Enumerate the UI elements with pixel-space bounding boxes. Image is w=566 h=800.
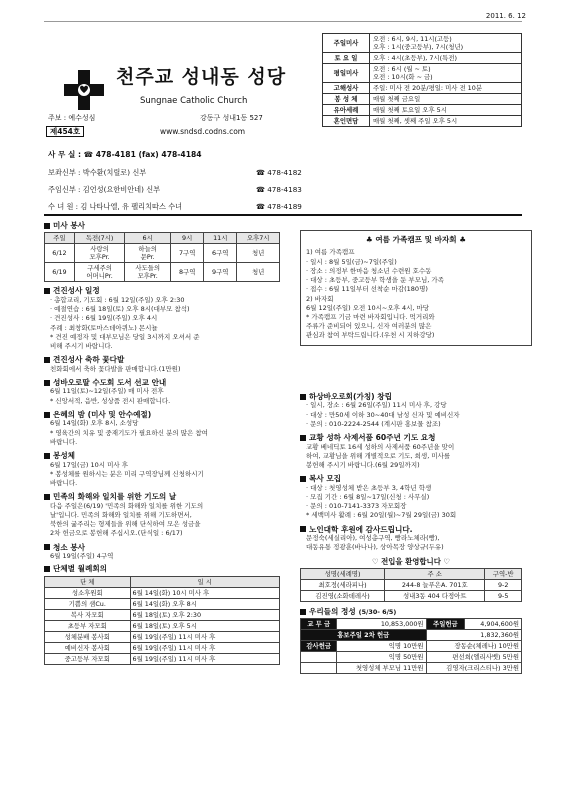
offering-cell: 1,832,360원 — [426, 630, 521, 641]
convent: 수 녀 원 : 김 나타나엘, 유 펠리치따스 수녀 — [48, 202, 183, 211]
mass-schedule-label: 혼인면담 — [323, 116, 370, 127]
section-title: 교황 성하 사제서품 60주년 기도 요청 — [309, 433, 436, 443]
section-heading — [44, 492, 280, 501]
council-cell: 6월 19일(주일) 11시 미사 후 — [130, 653, 279, 664]
mass-schedule-value: 매월 첫째, 셋째 주일 오후 5시 — [370, 116, 522, 127]
mass-service-cell: 사랑의 모후Pr. — [74, 244, 124, 263]
council-cell: 중고등부 자모회 — [45, 653, 131, 664]
mass-service-header: 11시 — [204, 233, 237, 244]
section-heading — [44, 543, 280, 552]
thanks-label-blank — [301, 652, 337, 663]
section-heading — [44, 451, 280, 460]
council-table — [44, 576, 280, 665]
mass-schedule-label: 평일미사 — [323, 64, 370, 83]
council-cell: 6월 19일(주일) 11시 미사 후 — [130, 642, 279, 653]
section-heading — [300, 433, 522, 442]
mass-schedule-value: 오후 : 4시(초등부), 7시(특전) — [370, 53, 522, 64]
section-body: 6월 14일(화) 오후 8시, 소성당 * 영육간의 치유 및 중재기도가 필요하신 분의 많은 참여 바랍니다. — [50, 419, 208, 446]
council-row — [45, 631, 280, 642]
church-english-name: Sungnae Catholic Church — [140, 96, 248, 106]
section-body: · 일시, 장소 : 6월 26일(주일) 11시 미사 후, 강당 · 대상 : 만50세 이하 30~40대 남성 신자 및 예비신자 · 문의 : 010-2224-2544 (계시판 홍보물 참조) — [306, 401, 460, 428]
mass-schedule-row — [323, 105, 522, 116]
section-title: 하상바오로회(가칭) 창립 — [309, 392, 392, 401]
heading-bullet-icon — [44, 357, 50, 363]
mass-service-row — [45, 244, 280, 263]
welcome-cell: 김진영(소화데레사) — [301, 590, 385, 601]
issue-date: 2011. 6. 12 — [485, 12, 526, 20]
office-contact: 사 무 실 : ☎ 478-4181 (fax) 478-4184 — [48, 150, 202, 159]
council-cell: 성소후원회 — [45, 587, 131, 598]
mass-service-cell: 청년 — [237, 263, 280, 282]
thanks-cell: 익명 50만원 — [337, 652, 426, 663]
mass-service-row — [45, 263, 280, 282]
right-sections — [300, 392, 522, 553]
camp-box — [300, 230, 532, 346]
mass-schedule-label: 유아세례 — [323, 105, 370, 116]
mass-schedule-label: 토 요 일 — [323, 53, 370, 64]
section-body: 친화회에서 축하 꽃다발을 판매합니다.(1만원) — [50, 364, 181, 373]
offering-cell: 홍보주일 2차 헌금 — [301, 630, 427, 641]
mass-schedule-label: 주일미사 — [323, 34, 370, 53]
issue-number: 제454호 — [46, 126, 84, 137]
mass-schedule-row — [323, 83, 522, 94]
offering-row — [301, 619, 522, 630]
mass-service-cell: 6/12 — [45, 244, 75, 263]
offering-table — [300, 618, 522, 674]
thanks-label: 감사헌금 — [301, 641, 337, 652]
section-title: 은혜의 밤 (미사 및 안수예절) — [53, 409, 152, 419]
top-rule — [44, 21, 522, 22]
church-address: 강동구 성내1동 527 — [200, 114, 263, 122]
mass-service-cell: 구세주의 어머니Pr. — [74, 263, 124, 282]
mass-schedule-value: 오전 : 6시, 9시, 11시(고등) 오후 : 1시(중고등부), 7시(청년) — [370, 34, 522, 53]
convent-phone: ☎ 478-4189 — [256, 202, 302, 211]
mass-schedule-value: 오전 : 6시 (월 ~ 토) 오전 : 10시(화 ~ 금) — [370, 64, 522, 83]
thanks-cell: 익명 10만원 — [337, 641, 426, 652]
mass-service-table — [44, 232, 280, 282]
mass-service-cell: 7구역 — [171, 244, 204, 263]
council-row — [45, 609, 280, 620]
left-column — [44, 221, 280, 665]
section-body: 6월 17일(금) 10시 미사 후 * 봉성체를 원하시는 분은 미리 구역장님께 신청하시기 바랍니다. — [50, 460, 204, 487]
heading-bullet-icon — [300, 476, 306, 482]
mass-schedule-table — [322, 33, 522, 127]
website-link[interactable]: www.sndsd.codns.com — [160, 127, 246, 136]
mass-schedule-row — [323, 34, 522, 53]
welcome-cell: 최호정(세라피나) — [301, 579, 385, 590]
council-row — [45, 598, 280, 609]
camp-body: 1) 여름 가족캠프 · 일시 : 8월 5일(금)~7일(주일) · 장소 : 의정부 한마음 청소년 수련원 호수동 · 대상 : 초등부, 중고등부 학생을 둔 부모님, 가족 · 접수 : 6월 11일부터 선착순 마감(180명) 2) 바자회 6월 12일(주일) 오전 10시~오후 4시, 마당 * 가족캠프 기금 마련 바자회입니다. 먹거리와 주류가 준비되어 있으니, 신자 여러분의 많은 관심과 참여 부탁드립니다.(우천 시 지하강당) — [306, 248, 444, 340]
section-title: 견진성사 축하 꽃다발 — [53, 355, 125, 365]
welcome-cell: 244-8 늘푸은A. 701호 — [385, 579, 485, 590]
heading-bullet-icon — [300, 435, 306, 441]
welcome-header: 성명(세례명) — [301, 568, 385, 579]
welcome-row — [301, 579, 522, 590]
mass-schedule-value: 매월 첫째 토요일 오후 5시 — [370, 105, 522, 116]
offering-cell: 10,853,000원 — [337, 619, 426, 630]
heading-bullet-icon — [300, 609, 306, 615]
chief-pastor: 주임신부 : 김언성(요한비안네) 신부 — [48, 185, 161, 194]
council-cell: 6월 14일(화) 10시 미사 후 — [130, 587, 279, 598]
mass-schedule-value: 주일: 미사 전 20분/평일: 미사 전 10분 — [370, 83, 522, 94]
offering-heading: 우리들의 정성 (5/30- 6/5) — [300, 607, 522, 616]
thanks-cell: 장동순(체레나) 10만원 — [426, 641, 521, 652]
council-row — [45, 620, 280, 631]
section-body: 6월 11일(토)~12일(주일) 매 미사 전후 * 신앙서적, 음반, 성상품 전시 판매합니다. — [50, 387, 171, 405]
assistant-pastor: 보좌신부 : 박수환(치릴로) 신부 — [48, 168, 147, 177]
council-cell: 6월 14일(화) 오후 8시 — [130, 598, 279, 609]
mass-service-cell: 청년 — [237, 244, 280, 263]
mass-schedule-value: 매월 첫째 금요일 — [370, 94, 522, 105]
council-row — [45, 642, 280, 653]
mass-service-header: 6시 — [125, 233, 171, 244]
thanks-row — [301, 641, 522, 652]
section-title: 민족의 화해와 일치를 위한 기도의 날 — [53, 492, 177, 502]
council-cell: 복사 자모회 — [45, 609, 131, 620]
welcome-cell: 9-5 — [485, 590, 522, 601]
section-body: 다음 주일은(6/19) '민족의 화해와 일치를 위한 기도의 날'입니다. 민족의 화해와 일치를 위해 기도하면서, 북한의 굶주리는 형제들을 위해 단식하여 모은 성금을 2차 헌금으로 봉헌해 주십시오.(단식일 : 6/17) — [50, 501, 204, 538]
heading-bullet-icon — [44, 453, 50, 459]
council-cell: 성체분배 봉사회 — [45, 631, 131, 642]
mass-service-header: 주일 — [45, 233, 75, 244]
section-body: 교황 베네딕토 16세 성하의 사제서품 60주년을 맞이 하여, 교황님을 위해 개별적으로 기도, 희생, 미사를 봉헌해 주시기 바랍니다.(6월 29일까지) — [306, 442, 455, 470]
council-header: 일 시 — [130, 576, 279, 587]
mass-schedule-label: 고해성사 — [323, 83, 370, 94]
heading-bullet-icon — [44, 223, 50, 229]
council-row — [45, 653, 280, 664]
thanks-row — [301, 663, 522, 674]
mass-service-header: 오후7시 — [237, 233, 280, 244]
thanks-cell: 편선희(엘리사벳) 5만원 — [426, 652, 521, 663]
mass-schedule-row — [323, 94, 522, 105]
mass-schedule-row — [323, 116, 522, 127]
welcome-cell: 성내3동 404 다정아트 — [385, 590, 485, 601]
council-cell: 6월 18일(토) 오후 5시 — [130, 620, 279, 631]
council-header: 단 체 — [45, 576, 131, 587]
mass-schedule-row — [323, 53, 522, 64]
camp-title: ♣ 여름 가족캠프 및 바자회 ♣ — [365, 235, 467, 244]
offering-row — [301, 630, 522, 641]
section-body: · 대상 : 첫영성체 받은 초등부 3, 4학년 학생 · 모집 기간 : 6월 8일~17일(신청 : 사무실) · 문의 : 010-7141-3373 자모회장 * 세백미사 활례 : 6월 20일(월)~7월 29일(금) 30회 — [306, 483, 457, 520]
thanks-cell: 김영자(크리스티나) 3만원 — [426, 663, 521, 674]
chief-pastor-phone: ☎ 478-4183 — [256, 185, 302, 194]
section-title: 성바오로딸 수도회 도서 선교 안내 — [53, 377, 167, 387]
section-body: 6월 19일(주일) 4구역 — [50, 552, 114, 561]
welcome-header: 주 소 — [385, 568, 485, 579]
mass-service-heading: 미사 봉사 — [44, 221, 280, 230]
assistant-pastor-phone: ☎ 478-4182 — [256, 168, 302, 177]
heading-bullet-icon — [44, 566, 50, 572]
welcome-header: 구역-반 — [485, 568, 522, 579]
council-cell: 기쁨의 샘Cu. — [45, 598, 131, 609]
section-title: 청소 봉사 — [53, 542, 85, 552]
thanks-label-blank — [301, 663, 337, 674]
council-row — [45, 587, 280, 598]
heading-bullet-icon — [300, 526, 306, 532]
mass-schedule-label: 봉 성 체 — [323, 94, 370, 105]
mass-service-cell: 하늘의 문Pr. — [125, 244, 171, 263]
offering-cell: 교 무 금 — [301, 619, 337, 630]
church-cross-logo — [62, 68, 106, 112]
section-heading — [300, 525, 522, 534]
section-body: · 총합교리, 기도회 : 6월 12일(주일) 오후 2:30 · 예절연습 : 6월 18일(토) 오후 8시(대부모 참석) · 견진성사 : 6월 19일(주일) 오후 4시 주례 : 최창화(토마스데아퀴노) 몬시뇰 * 견진 예정자 및 대부모님은 당일 3시까지 오셔서 준 비해 주시기 바랍니다. — [50, 295, 200, 351]
council-cell: 초등부 자모회 — [45, 620, 131, 631]
mass-service-cell: 6/19 — [45, 263, 75, 282]
mass-service-cell: 9구역 — [204, 263, 237, 282]
mass-service-header: 독전(7시) — [74, 233, 124, 244]
council-cell: 6월 18일(토) 오후 2:30 — [130, 609, 279, 620]
section-heading — [44, 286, 280, 295]
header-divider — [44, 214, 522, 216]
patron: 주보 : 예수성심 — [48, 114, 96, 122]
section-title: 복사 모집 — [309, 474, 341, 484]
mass-service-cell: 사도들의 모후Pr. — [125, 263, 171, 282]
council-cell: 예비신자 봉사회 — [45, 642, 131, 653]
welcome-table — [300, 568, 522, 602]
section-title: 견진성사 일정 — [53, 286, 100, 296]
welcome-cell: 9-2 — [485, 579, 522, 590]
heading-bullet-icon — [44, 544, 50, 550]
mass-service-cell: 8구역 — [171, 263, 204, 282]
heading-bullet-icon — [44, 412, 50, 418]
offering-cell: 주일헌금 — [426, 619, 465, 630]
heading-bullet-icon — [44, 380, 50, 386]
heading-bullet-icon — [44, 494, 50, 500]
council-cell: 6월 19일(주일) 11시 미사 후 — [130, 631, 279, 642]
section-title: 봉성체 — [53, 451, 76, 461]
thanks-row — [301, 652, 522, 663]
council-heading: 단체별 월례회의 — [44, 564, 280, 573]
thanks-cell: 첫영성체 부모님 11만원 — [337, 663, 426, 674]
section-body: 문정숙(세실리아), 여성총구역, 빵라노체라(빵), 대동유통 정광훈(바나나), 상아목장 양상규(두유) — [306, 534, 444, 552]
church-name-title: 천주교 성내동 성당 — [116, 66, 287, 88]
section-heading — [44, 355, 280, 364]
mass-service-header: 9시 — [171, 233, 204, 244]
welcome-row — [301, 590, 522, 601]
left-sections — [44, 286, 280, 561]
heading-bullet-icon — [44, 288, 50, 294]
mass-schedule-row — [323, 64, 522, 83]
mass-service-cell: 6구역 — [204, 244, 237, 263]
right-column — [300, 388, 522, 674]
welcome-title: ♡ 전입을 환영합니다 ♡ — [371, 556, 451, 566]
section-title: 노인대학 후원에 감사드립니다. — [309, 524, 413, 534]
heading-bullet-icon — [300, 394, 306, 400]
offering-cell: 4,904,600원 — [465, 619, 522, 630]
section-heading — [44, 410, 280, 419]
section-heading — [300, 474, 522, 483]
